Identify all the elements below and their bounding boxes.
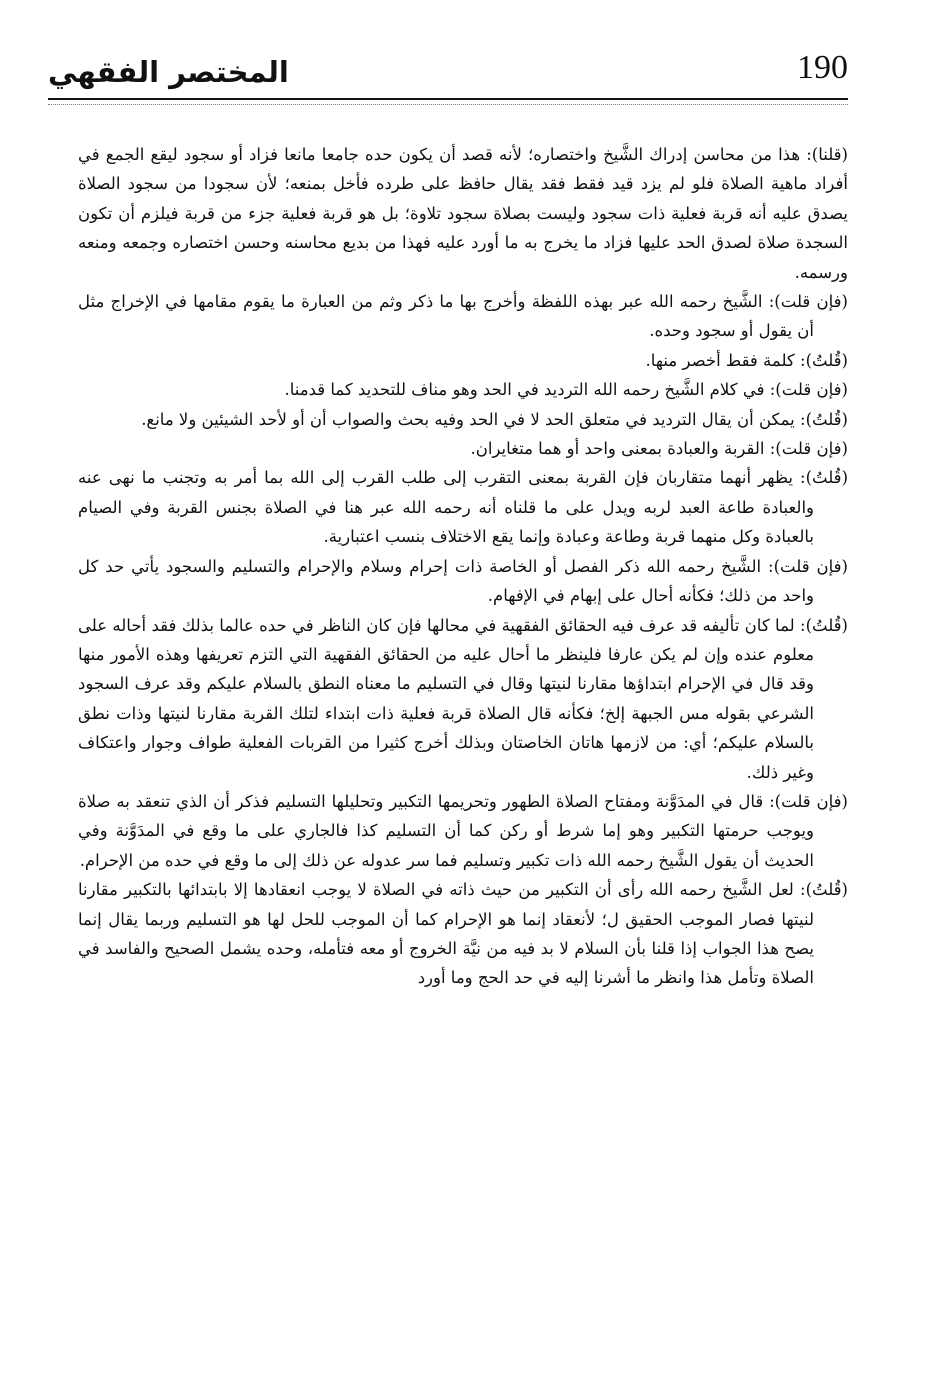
paragraph-text: الشَّيخ رحمه الله عبر بهذه اللفظة وأخرج بها ما ذكر وثم من العبارة ما يقوم مقامها في الإخراج مثل أن يقول أو سجود وحده.: [78, 292, 814, 341]
paragraph-lead: (فإن قلت):: [762, 292, 848, 312]
paragraph-text: يمكن أن يقال الترديد في متعلق الحد لا في الحد وفيه بحث والصواب أن أو لأحد الشيئين ولا مانع.: [141, 409, 795, 429]
paragraph: [78, 434, 848, 463]
book-title: المختصر الفقهي: [48, 55, 289, 89]
paragraph: [78, 405, 848, 434]
paragraph-text: يظهر أنهما متقاربان فإن القربة بمعنى التقرب إلى طلب القرب إلى الله بما أمر به وتجنب ما نهى عنه والعبادة طاعة العبد لربه ويدل على ما قلناه أنه رحمه الله عبر هنا في الصلاة بجنس القربة وفي الصيام بالعبادة وكل منهما قربة وطاعة وعبادة وإنما يقع الاختلاف بنسب اعتبارية.: [78, 468, 814, 547]
paragraph: [78, 787, 848, 875]
paragraph-lead: (قُلتُ):: [793, 880, 848, 900]
paragraph-lead: (قُلتُ):: [794, 409, 848, 429]
paragraph-text: قال في المدَوَّنة ومفتاح الصلاة الطهور وتحريمها التكبير وتحليلها التسليم فذكر أن الذي تنعقد به صلاة ويوجب حرمتها التكبير وهو إما شرط أو ركن كما أن التسليم كذا فالجاري على ما وقع في المدَوَّنة وفي الحديث أن يقول الشَّيخ رحمه الله ذات تكبير وتسليم فما سر عدوله عن ذلك إلى ما وقع في حده من الإحرام.: [78, 791, 814, 870]
paragraph-lead: (قُلتُ):: [792, 468, 849, 488]
paragraph-text: الشَّيخ رحمه الله ذكر الفصل أو الخاصة ذات إحرام وسلام والإحرام والتسليم والسجود يأتي حد كل واحد من ذلك؛ فكأنه أحال على إبهام في الإفهام.: [78, 556, 814, 606]
paragraph-lead: (فإن قلت):: [764, 380, 848, 400]
page-header: [48, 40, 848, 96]
paragraph: [78, 375, 848, 404]
paragraph-text: لعل الشَّيخ رحمه الله رأى أن التكبير من حيث ذاته في الصلاة لا يوجب انعقادها إلا بابتدائها بالتكبير مقارنا لنيتها فصار الموجب الحقيق ل؛ لأنعقاد إنما هو الإحرام كما أن الموجب للحل لها هو التسليم وربما يقال إنما يصح هذا الجواب إذا قلنا بأن السلام لا بد فيه من نيَّة الخروج أو معه فتأمله، وحده يشمل الصحيح والفاسد في الصلاة وتأمل هذا وانظر ما أشرنا إليه في حد الحج وما أورد: [78, 880, 814, 988]
paragraph-lead: (فإن قلت):: [764, 439, 848, 459]
paragraph-text: القربة والعبادة بمعنى واحد أو هما متغايران.: [470, 439, 765, 459]
paragraph: [78, 875, 848, 993]
paragraph-lead: (قُلتُ):: [794, 350, 848, 370]
paragraph-lead: (فإن قلت):: [763, 791, 848, 811]
page-number: 190: [797, 49, 848, 86]
header-divider: [48, 98, 848, 100]
paragraph-text: لما كان تأليفه قد عرف فيه الحقائق الفقهية في محالها فإن كان الناظر في حده عالما بذلك فقد أحاله على معلوم عنده وإن لم يكن عارفا فلينظر ما أحال عليه من الحقائق الفقهية التي التزم تعريفها وهذه الأمور منها وقد قال في الإحرام ابتداؤها مقارنا لنيتها وقال في التسليم ما معناه النطق بالسلام عليكم وقد عرف السجود الشرعي بقوله مس الجبهة إلخ؛ فكأنه قال الصلاة قربة فعلية ذات ابتداء لتلك القربة مقارنا لنيتها وذات نطق بالسلام عليكم؛ أي: من لازمها هاتان الخاصتان وبذلك أخرج كثيرا من القربات الفعلية طواف وجوار واعتكاف وغير ذلك.: [78, 615, 814, 782]
paragraph: [78, 611, 848, 787]
paragraph: [78, 552, 848, 611]
paragraph-lead: (قُلتُ):: [794, 615, 848, 635]
header-divider-dotted: [48, 104, 848, 105]
paragraph-text: كلمة فقط أخصر منها.: [645, 350, 795, 370]
paragraph-text: هذا من محاسن إدراك الشَّيخ واختصاره؛ لأنه قصد أن يكون حده جامعا مانعا فزاد أو سجود ليقع الجمع في أفراد ماهية الصلاة فلو لم يزد قيد فقط فقد يقال حافظ على طرده فأخل بمنعه؛ لأن سجودا من سجود الصلاة يصدق عليه أنه قربة فعلية ذات سجود وليست بصلاة سجود تلاوة؛ بل هو قربة فعلية جزء من قربة فيلزم أن تكون السجدة صلاة لصدق الحد عليها فزاد ما يخرج به ما أورد عليه فهذا من بديع محاسنه وحسن اختصاره وجمعه ومنعه ورسمه.: [78, 145, 848, 282]
paragraph-text: في كلام الشَّيخ رحمه الله الترديد في الحد وهو مناف للتحديد كما قدمنا.: [284, 380, 765, 400]
page-body: [78, 140, 848, 993]
paragraph: [78, 287, 848, 346]
paragraph: [78, 463, 848, 551]
paragraph-lead: (فإن قلت):: [761, 556, 848, 576]
paragraph-lead: (قلنا):: [800, 145, 848, 164]
paragraph: [78, 140, 848, 287]
paragraph: [78, 346, 848, 375]
